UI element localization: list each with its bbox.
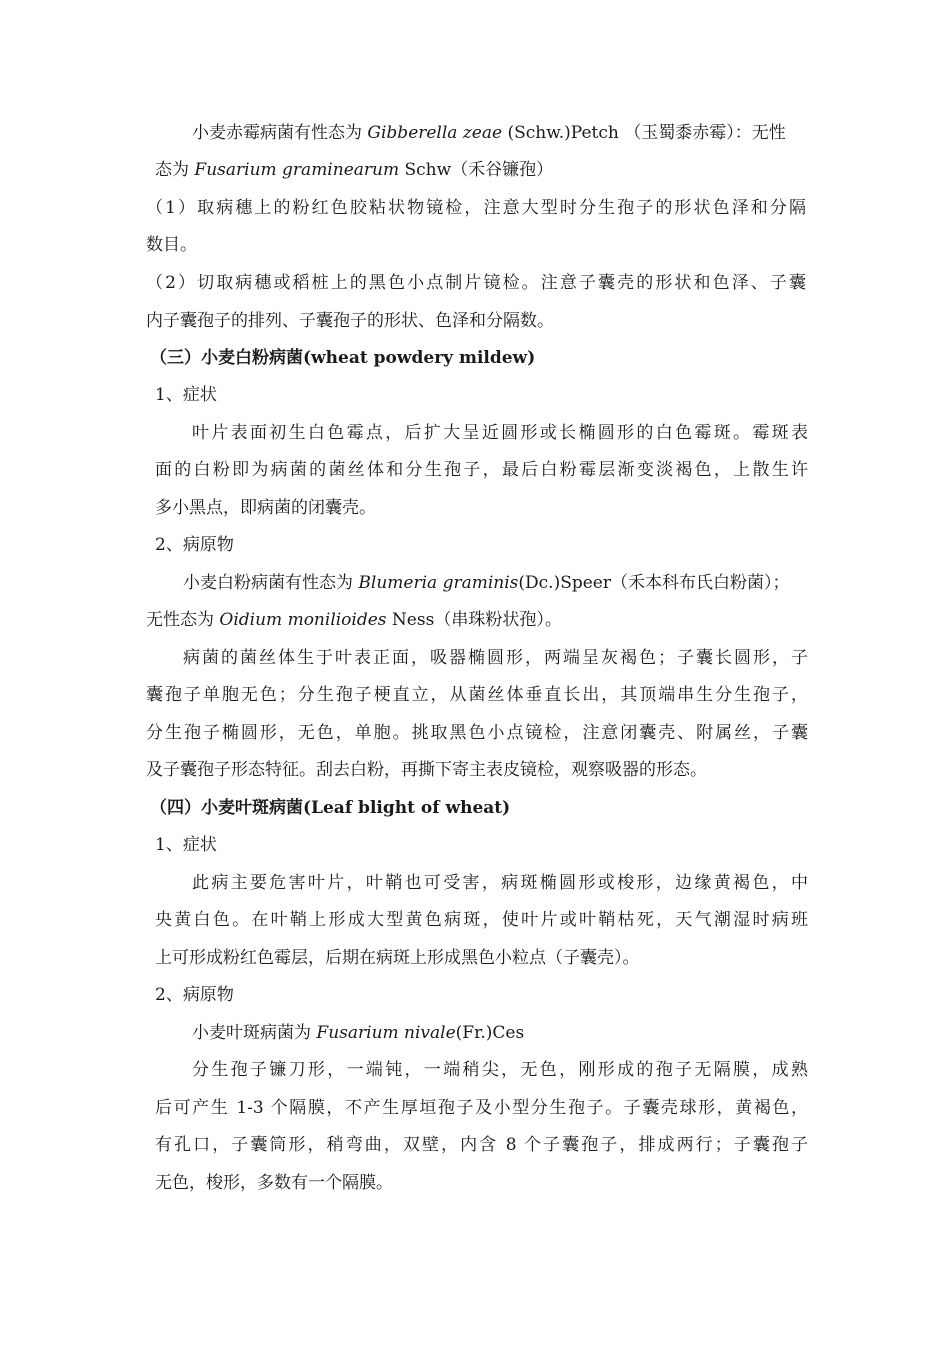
- text-line: 多小黑点，即病菌的闭囊壳。: [155, 498, 376, 518]
- text-line: 及子囊孢子形态特征。刮去白粉，再撕下寄主表皮镜检，观察吸器的形态。: [146, 760, 707, 780]
- text-line: 分生孢子镰刀形，一端钝，一端稍尖，无色，刚形成的孢子无隔膜，成熟: [192, 1060, 808, 1080]
- text-line: 无色，梭形，多数有一个隔膜。: [155, 1173, 393, 1193]
- text-line: 态为 Fusarium graminearum Schw（禾谷镰孢）: [155, 160, 554, 180]
- subheading: 2、病原物: [155, 985, 234, 1005]
- text-line: 后可产生 1-3 个隔膜，不产生厚垣孢子及小型分生孢子。子囊壳球形，黄褐色，: [155, 1098, 808, 1118]
- text-line: 病菌的菌丝体生于叶表正面，吸器椭圆形，两端呈灰褐色；子囊长圆形，子: [183, 648, 808, 668]
- subheading: 2、病原物: [155, 535, 234, 555]
- text-line: 此病主要危害叶片，叶鞘也可受害，病斑椭圆形或梭形，边缘黄褐色，中: [192, 873, 808, 893]
- text-line: 无性态为 Oidium monilioides Ness（串珠粉状孢）。: [146, 610, 562, 630]
- text-line: 叶片表面初生白色霉点，后扩大呈近圆形或长椭圆形的白色霉斑。霉斑表: [192, 423, 808, 443]
- subheading: 1、症状: [155, 835, 217, 855]
- text-line: （1）取病穗上的粉红色胶粘状物镜检，注意大型时分生孢子的形状色泽和分隔: [146, 198, 806, 218]
- text-line: 内子囊孢子的排列、子囊孢子的形状、色泽和分隔数。: [146, 311, 554, 331]
- section-heading: （四）小麦叶斑病菌(Leaf blight of wheat): [150, 798, 511, 818]
- text-line: 小麦白粉病菌有性态为 Blumeria graminis(Dc.)Speer（禾本科布氏白粉菌）；: [183, 573, 790, 593]
- section-heading: （三）小麦白粉病菌(wheat powdery mildew): [150, 348, 536, 368]
- text-line: 分生孢子椭圆形，无色，单胞。挑取黑色小点镜检，注意闭囊壳、附属丝，子囊: [146, 723, 808, 743]
- text-line: 上可形成粉红色霉层，后期在病斑上形成黑色小粒点（子囊壳）。: [155, 948, 640, 968]
- text-line: （2）切取病穗或稻桩上的黑色小点制片镜检。注意子囊壳的形状和色泽、子囊: [146, 273, 806, 293]
- text-line: 央黄白色。在叶鞘上形成大型黄色病斑，使叶片或叶鞘枯死，天气潮湿时病班: [155, 910, 808, 930]
- text-line: 小麦叶斑病菌为 Fusarium nivale(Fr.)Ces: [192, 1023, 525, 1043]
- text-line: 有孔口，子囊筒形，稍弯曲，双壁，内含 8 个子囊孢子，排成两行；子囊孢子: [155, 1135, 808, 1155]
- subheading: 1、症状: [155, 385, 217, 405]
- text-line: 面的白粉即为病菌的菌丝体和分生孢子，最后白粉霉层渐变淡褐色，上散生许: [155, 460, 808, 480]
- text-line: 小麦赤霉病菌有性态为 Gibberella zeae (Schw.)Petch （玉蜀黍赤霉）：无性: [192, 123, 786, 143]
- text-line: 囊孢子单胞无色；分生孢子梗直立，从菌丝体垂直长出，其顶端串生分生孢子，: [146, 685, 808, 705]
- text-line: 数目。: [146, 235, 197, 255]
